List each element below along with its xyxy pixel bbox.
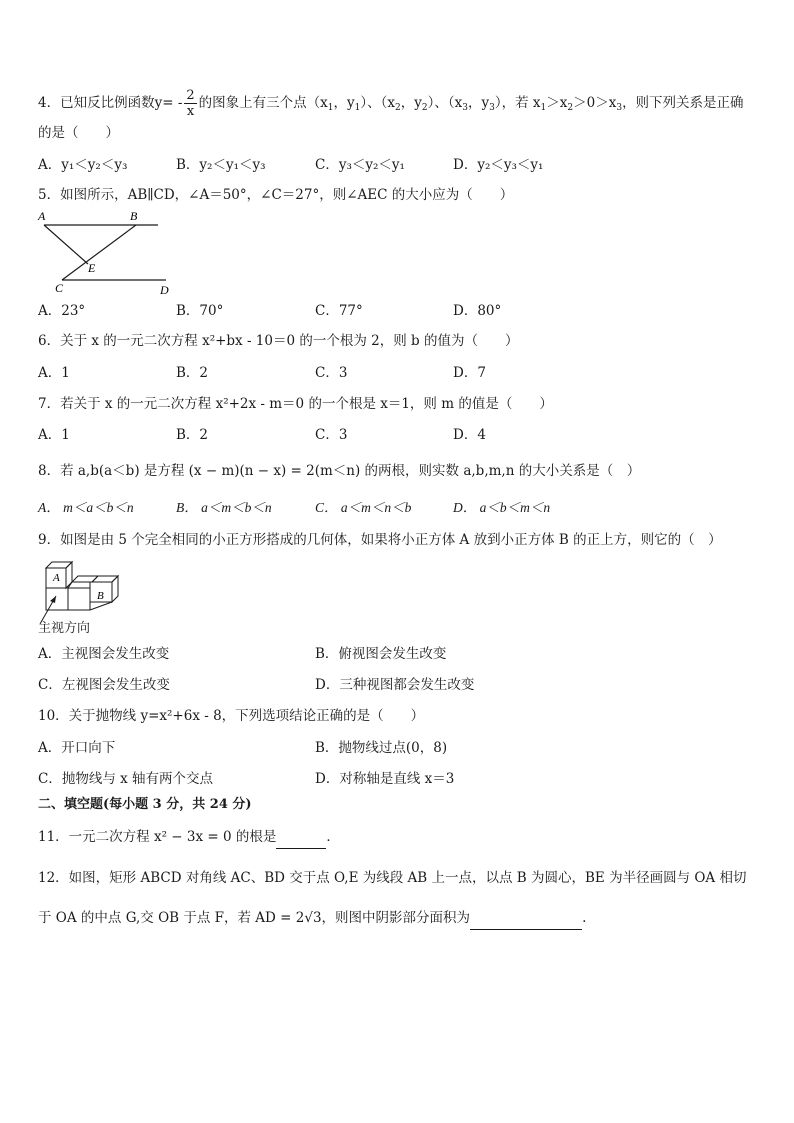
q4-frac-num: 2 [186, 88, 195, 103]
q5-stem: 5．如图所示，AB∥CD，∠A＝50°，∠C＝27°，则∠AEC 的大小应为（ ） [38, 187, 514, 203]
q10-stem: 10．关于抛物线 y=x²+6x - 8，下列选项结论正确的是（ ） [38, 708, 425, 724]
q12-answer-blank[interactable] [470, 911, 582, 930]
q5-figure [36, 208, 176, 298]
q5-option-a[interactable]: A．23° [38, 303, 86, 319]
q6-stem: 6．关于 x 的一元二次方程 x²+bx - 10＝0 的一个根为 2，则 b 的值为（ ） [38, 333, 519, 349]
q4-text: 的图象上有三个点（x [198, 95, 328, 111]
q6-option-c[interactable]: C．3 [315, 365, 348, 381]
q9-option-c[interactable]: C．左视图会发生改变 [38, 677, 170, 693]
q10-option-d[interactable]: D．对称轴是直线 x＝3 [315, 771, 455, 787]
cube-a-label: A [53, 572, 60, 584]
cube-edge [90, 602, 112, 610]
q11-answer-blank[interactable] [276, 830, 326, 849]
q6-option-d[interactable]: D．7 [453, 365, 486, 381]
q5-option-c[interactable]: C．77° [315, 303, 363, 319]
q6-option-a[interactable]: A．1 [38, 365, 70, 381]
q4-sub: 2 [395, 103, 401, 113]
segment-ae [44, 225, 88, 264]
q4-text: ＞0＞x [573, 95, 617, 111]
q4-fraction [184, 88, 196, 119]
q12-line1: 12．如图，矩形 ABCD 对角线 AC、BD 交于点 O,E 为线段 AB 上一点，以点 B 为圆心，BE 为半径画圆与 OA 相切 [38, 870, 747, 886]
q5-option-b[interactable]: B．70° [176, 303, 224, 319]
q8-option-a[interactable]: A． m＜a＜b＜n [38, 500, 134, 515]
cube-mid-top [72, 576, 98, 582]
q11-stem: 11．一元二次方程 x² − 3x = 0 的根是 [38, 829, 277, 845]
q4-sub: 2 [421, 103, 428, 113]
q4-sub: 2 [567, 103, 574, 113]
q4-frac-den: x [186, 104, 195, 119]
q9-option-a[interactable]: A．主视图会发生改变 [38, 646, 170, 662]
q4-line2: 的是（ ） [38, 125, 119, 141]
q7-option-a[interactable]: A．1 [38, 427, 70, 443]
cube-front-left [46, 588, 68, 610]
q9-stem: 9．如图是由 5 个完全相同的小正方形搭成的几何体，如果将小正方体 A 放到小正方体 B 的正上方，则它的（ ） [38, 532, 722, 548]
q4-option-c[interactable]: C．y₃＜y₂＜y₁ [315, 157, 405, 173]
q7-option-c[interactable]: C．3 [315, 427, 348, 443]
label-b: B [130, 209, 138, 223]
label-c: C [55, 281, 64, 295]
q8-option-c[interactable]: C． a＜m＜n＜b [315, 500, 412, 515]
q8-option-d[interactable]: D． a＜b＜m＜n [453, 500, 551, 515]
section-heading: 二、填空题(每小题 3 分，共 24 分) [38, 797, 252, 812]
q4-text: ）、（x [427, 95, 463, 111]
view-arrow-icon [50, 596, 56, 603]
label-e: E [88, 261, 96, 275]
q4-text: ，y [400, 95, 422, 111]
cube-b-top [92, 576, 118, 582]
q4-sub: 1 [327, 103, 334, 113]
q4-sub: 3 [489, 103, 495, 113]
q12-end: . [582, 910, 587, 926]
q4-option-d[interactable]: D．y₂＜y₃＜y₁ [453, 157, 544, 173]
q10-option-a[interactable]: A．开口向下 [38, 740, 116, 756]
q4-text: ）、（x [360, 95, 396, 111]
q6-option-b[interactable]: B．2 [176, 365, 209, 381]
q4-text: ，则下列关系是正确 [622, 95, 744, 111]
label-d: D [160, 283, 169, 297]
q4-option-a[interactable]: A．y₁＜y₂＜y₃ [38, 157, 128, 173]
q4-prefix: 4．已知反比例函数y= - [38, 95, 183, 111]
q4-sub: 1 [354, 103, 361, 113]
q5-option-d[interactable]: D．80° [453, 303, 502, 319]
q12-stem: 于 OA 的中点 G,交 OB 于点 F，若 AD = 2√3，则图中阴影部分面积为 [38, 910, 471, 926]
q11-end: ． [326, 829, 340, 845]
q11-line [38, 828, 340, 849]
q4-text: ），若 x [494, 95, 541, 111]
q8-stem: 8．若 a,b(a＜b) 是方程 (x − m)(n − x) = 2(m＜n) 的两根，则实数 a,b,m,n 的大小关系是（ ） [38, 463, 641, 479]
q4-text: ，y [468, 95, 490, 111]
q7-option-d[interactable]: D．4 [453, 427, 486, 443]
label-a: A [38, 209, 46, 223]
q9-option-b[interactable]: B．俯视图会发生改变 [315, 646, 447, 662]
q10-option-b[interactable]: B．抛物线过点(0，8) [315, 740, 448, 756]
q7-stem: 7．若关于 x 的一元二次方程 x²+2x - m＝0 的一个根是 x＝1，则 m 的值是（ ） [38, 396, 553, 412]
cube-a-top [46, 562, 72, 568]
q8-option-b[interactable]: B． a＜m＜b＜n [176, 500, 272, 515]
segment-bc [62, 225, 136, 280]
q4-line1 [38, 88, 744, 119]
q4-text: ，y [333, 95, 355, 111]
cube-b-label: B [97, 590, 104, 602]
q4-text: ＞x [546, 95, 568, 111]
cube-front-mid [68, 588, 90, 610]
q10-option-c[interactable]: C．抛物线与 x 轴有两个交点 [38, 771, 214, 787]
q4-sub: 1 [540, 103, 547, 113]
q9-view-label: 主视方向 [38, 621, 91, 636]
q7-option-b[interactable]: B．2 [176, 427, 209, 443]
q9-option-d[interactable]: D．三种视图都会发生改变 [315, 677, 475, 693]
q4-sub: 3 [616, 103, 623, 113]
cube-b-side [112, 576, 118, 602]
q4-sub: 3 [462, 103, 468, 113]
q12-line2 [38, 909, 586, 930]
q4-option-b[interactable]: B．y₂＜y₁＜y₃ [176, 157, 266, 173]
